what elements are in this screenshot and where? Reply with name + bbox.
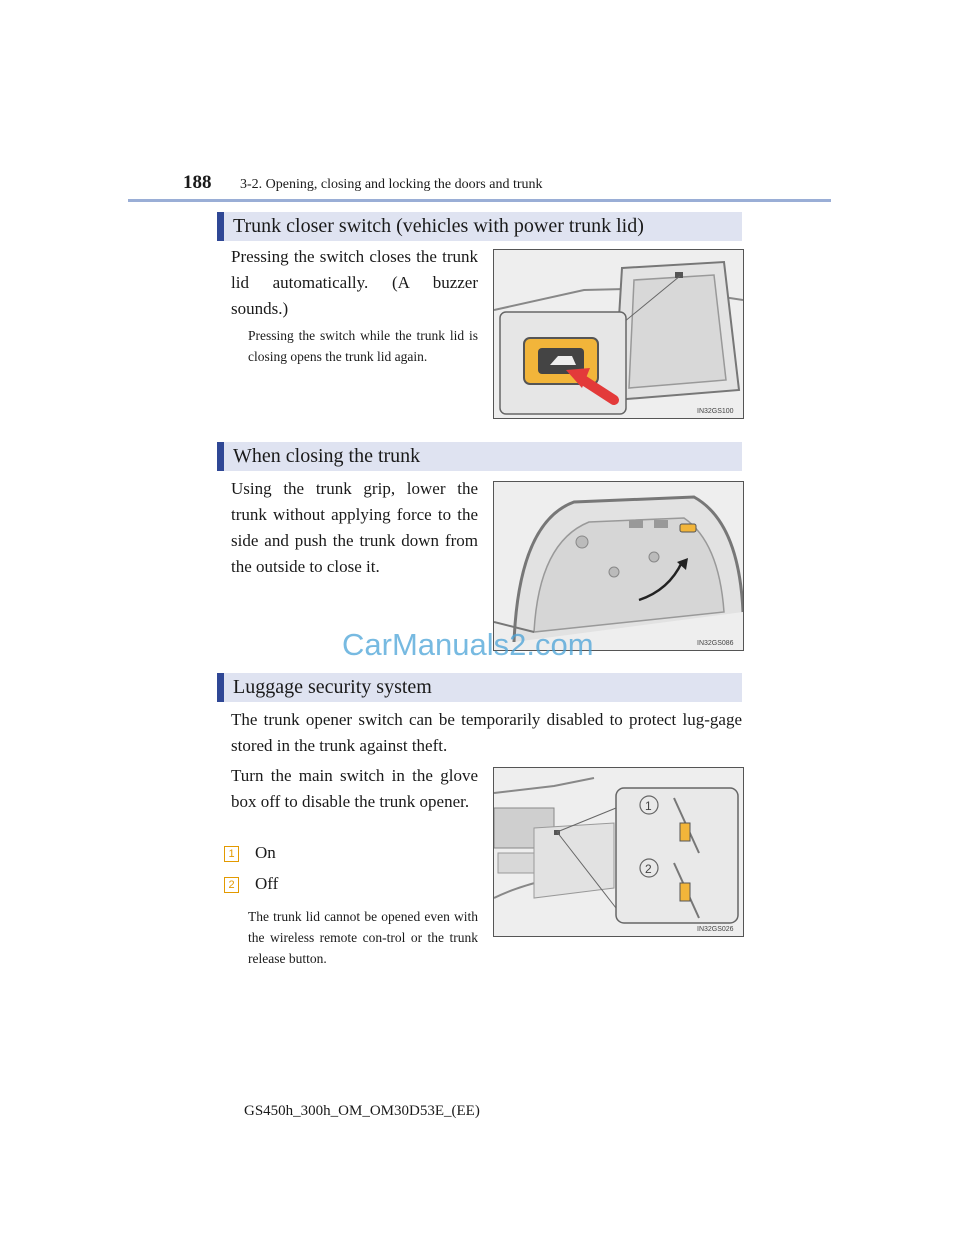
figure-code: IN32GS026 (697, 926, 734, 933)
trunk-closer-illustration (493, 249, 744, 419)
callout-number-1: 1 (645, 799, 652, 813)
closing-trunk-drawing (494, 482, 743, 650)
glove-box-switch-illustration (493, 767, 744, 937)
callout-number-2: 2 (645, 862, 652, 876)
trunk-closer-note: Pressing the switch while the trunk lid is closing opens the trunk lid again. (248, 328, 478, 364)
item-label-on: On (255, 843, 276, 862)
item-number-2: 2 (224, 877, 239, 893)
luggage-security-intro: The trunk opener switch can be temporarily disabled to protect lug-gage stored in the trunk against theft. (231, 710, 742, 755)
trunk-closer-description: Pressing the switch closes the trunk lid automatically. (A buzzer sounds.) (231, 247, 478, 318)
figure-code: IN32GS100 (697, 408, 734, 415)
header-rule (128, 199, 831, 202)
item-number-1: 1 (224, 846, 239, 862)
section-heading-closing-trunk: When closing the trunk (217, 442, 742, 471)
page-number: 188 (183, 172, 212, 193)
document-code-footer: GS450h_300h_OM_OM30D53E_(EE) (244, 1103, 480, 1119)
figure-code: IN32GS086 (697, 640, 734, 647)
watermark-logo: CarManuals2.com (342, 627, 594, 662)
section-heading-luggage-security: Luggage security system (217, 673, 742, 702)
item-label-off: Off (255, 874, 279, 893)
glove-box-switch-drawing (494, 768, 743, 936)
closing-trunk-description: Using the trunk grip, lower the trunk without applying force to the side and push the trunk down from the outside to close it. (231, 479, 478, 576)
closing-trunk-illustration (493, 481, 744, 651)
trunk-closer-drawing (494, 250, 743, 418)
section-heading-trunk-closer: Trunk closer switch (vehicles with power trunk lid) (217, 212, 742, 241)
luggage-security-note: The trunk lid cannot be opened even with the wireless remote con-trol or the trunk release button. (248, 909, 478, 966)
luggage-security-description: Turn the main switch in the glove box off to disable the trunk opener. (231, 766, 478, 811)
chapter-title: 3-2. Opening, closing and locking the doors and trunk (240, 177, 543, 192)
